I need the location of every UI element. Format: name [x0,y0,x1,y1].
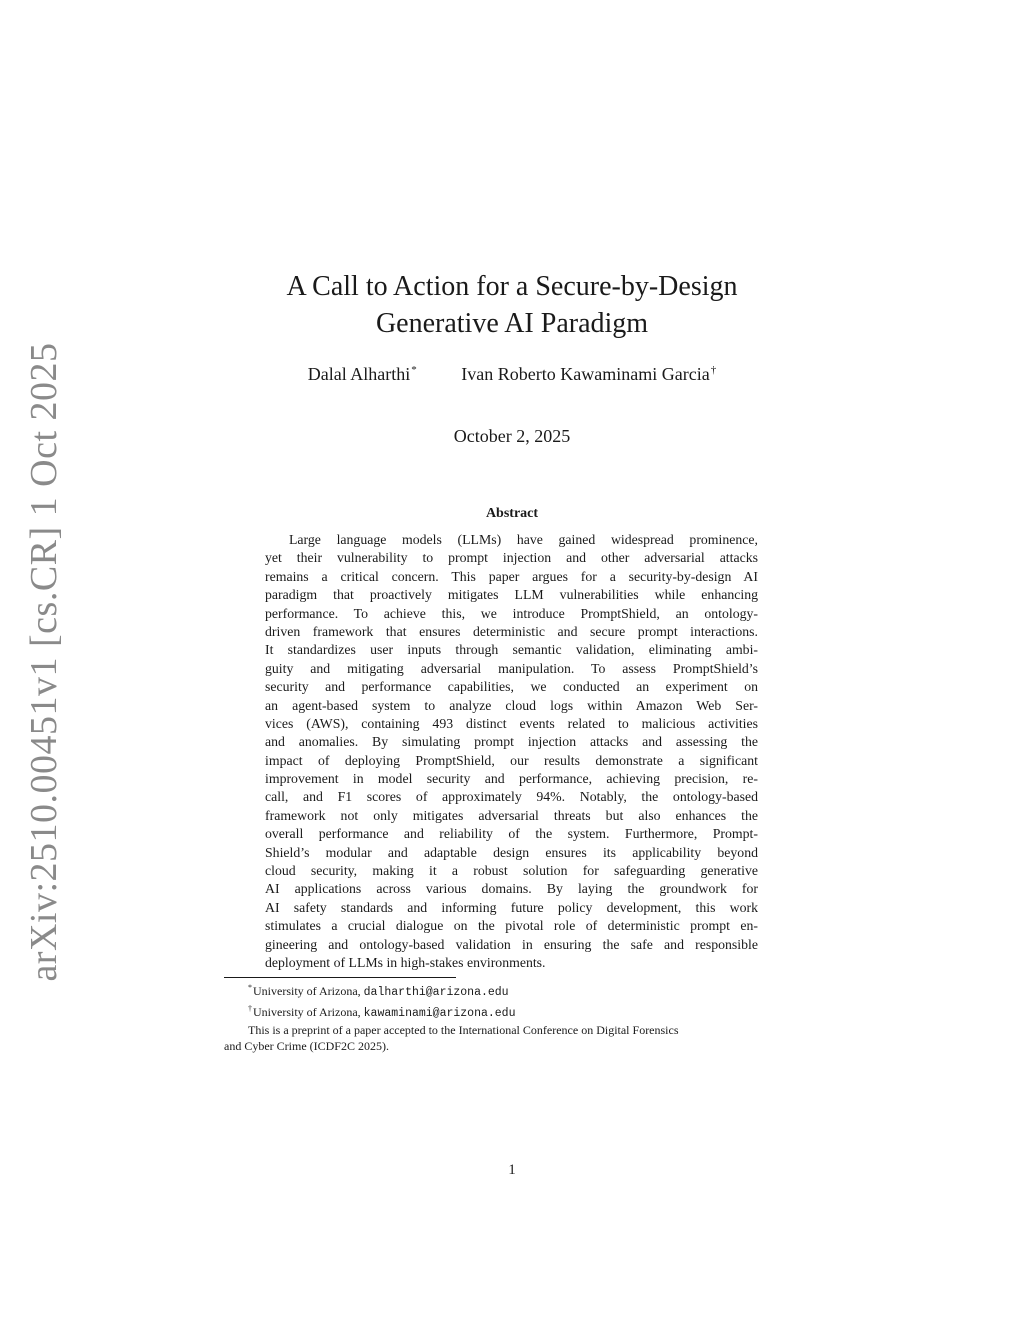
abstract-line: performance. To achieve this, we introduce PromptShield, an ontology- [265,605,758,621]
abstract-line: an agent-based system to analyze cloud logs within Amazon Web Ser- [265,697,758,713]
abstract-line: vices (AWS), containing 493 distinct events related to malicious activities [265,715,758,731]
footnote-divider [224,977,456,978]
author-list [0,364,1024,385]
author-2 [461,364,716,385]
abstract-line: improvement in model security and performance, achieving precision, re- [265,771,758,787]
abstract-line: AI safety standards and informing future policy development, this work [265,899,758,915]
preprint-note-line-2: and Cyber Crime (ICDF2C 2025). [224,1039,389,1053]
arxiv-identifier-stamp: arXiv:2510.00451v1 [cs.CR] 1 Oct 2025 [23,342,65,982]
author-2-mark: † [710,364,717,376]
abstract-line: stimulates a crucial dialogue on the pivotal role of deterministic prompt en- [265,918,758,934]
preprint-note-line-1: This is a preprint of a paper accepted to the International Conference on Digital Forensics [248,1023,679,1037]
footnote-1 [224,980,804,1001]
title-line-1: A Call to Action for a Secure-by-Design [286,271,738,302]
abstract-line: driven framework that ensures deterministic and secure prompt interactions. [265,623,758,639]
abstract-line: call, and F1 scores of approximately 94%. Notably, the ontology-based [265,789,758,805]
footnote-2-email[interactable]: kawaminami@arizona.edu [363,1007,516,1020]
abstract-line: yet their vulnerability to prompt injection and other adversarial attacks [265,550,758,566]
abstract-heading: Abstract [485,506,539,521]
abstract-line: Shield’s modular and adaptable design ensures its applicability beyond [265,844,758,860]
author-2-name: Ivan Roberto Kawaminami Garcia [461,364,710,384]
abstract-line: AI applications across various domains. By laying the groundwork for [265,881,758,897]
footnote-1-affiliation: University of Arizona, [253,984,364,998]
abstract-line: and anomalies. By simulating prompt injection attacks and assessing the [265,734,758,750]
title-line-2: Generative AI Paradigm [375,308,649,339]
abstract-body [265,531,758,972]
author-1-name: Dalal Alharthi [307,364,411,384]
abstract-line: overall performance and reliability of the system. Furthermore, Prompt- [265,826,758,842]
abstract-line: impact of deploying PromptShield, our results demonstrate a significant [265,752,758,768]
abstract-line: guity and mitigating adversarial manipulation. To assess PromptShield’s [265,660,758,676]
footnote-2-mark: † [248,1004,252,1013]
publication-date: October 2, 2025 [453,426,571,446]
footnotes [224,980,804,1054]
author-1 [308,364,417,385]
abstract-line: remains a critical concern. This paper argues for a security-by-design AI [265,568,758,584]
abstract-line: security and performance capabilities, we conducted an experiment on [265,679,758,695]
paper-title [0,268,1024,342]
abstract-line: It standardizes user inputs through semantic validation, eliminating ambi- [265,642,758,658]
author-1-mark: * [411,364,417,376]
abstract-line: paradigm that proactively mitigates LLM vulnerabilities while enhancing [265,587,758,603]
abstract-line: framework not only mitigates adversarial threats but also enhances the [265,807,758,823]
footnote-2 [224,1001,804,1022]
footnote-1-mark: * [248,983,252,992]
page-number: 1 [508,1162,516,1178]
abstract-line: Large language models (LLMs) have gained widespread prominence, [289,532,758,547]
abstract-line: deployment of LLMs in high-stakes environments. [265,954,546,970]
footnote-2-affiliation: University of Arizona, [253,1005,364,1019]
footnote-1-email[interactable]: dalharthi@arizona.edu [363,986,509,999]
abstract-line: cloud security, making it a robust solution for safeguarding generative [265,863,758,879]
abstract-line: gineering and ontology-based validation in ensuring the safe and responsible [265,936,758,952]
